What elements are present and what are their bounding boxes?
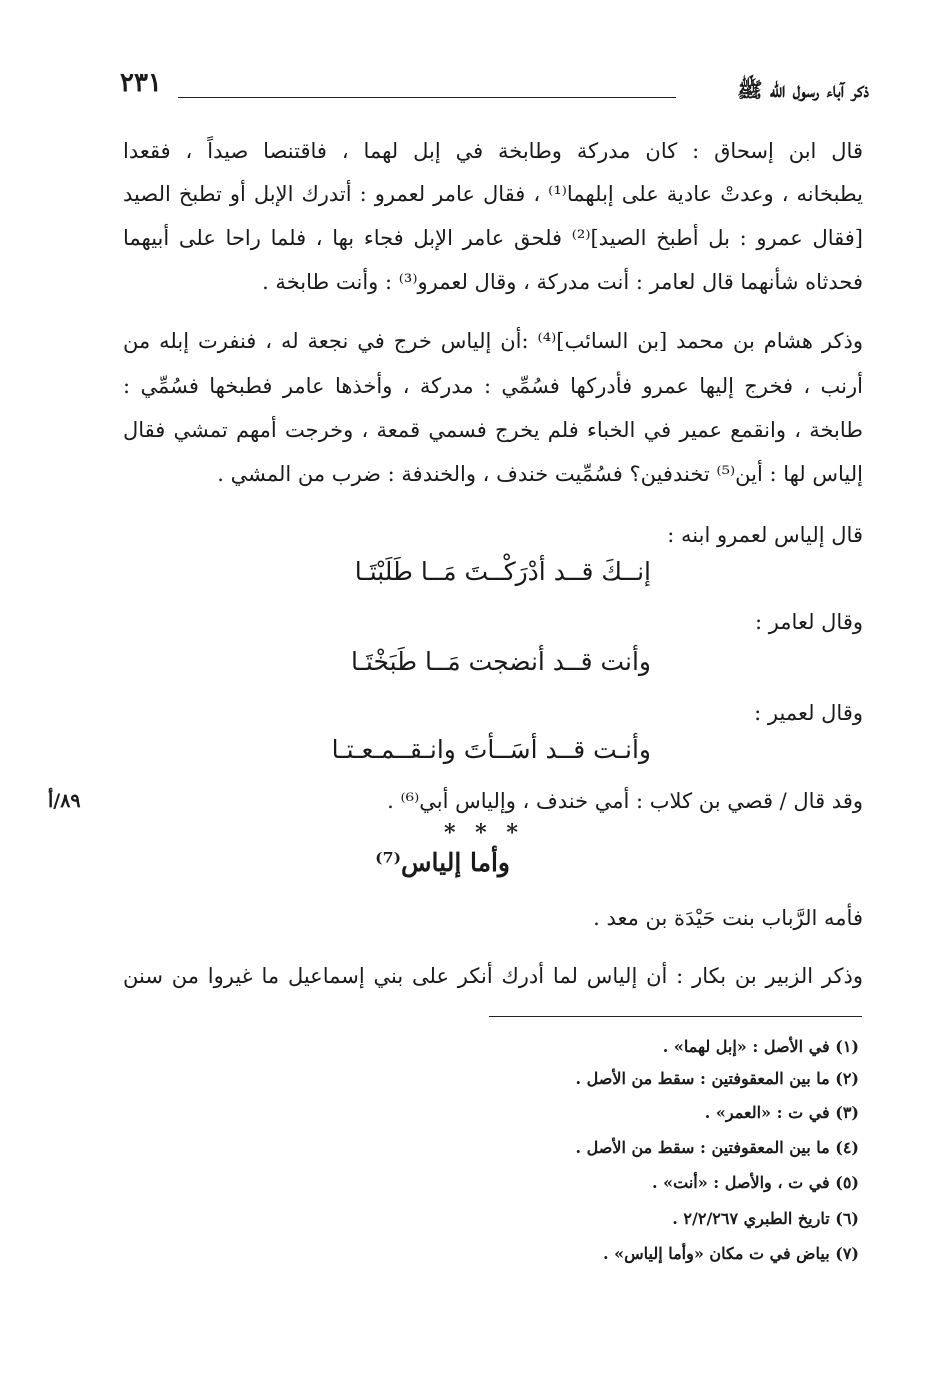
paragraph-zubayr: وذكر الزبير بن بكار : أن إلياس لما أدرك أنكر على بني إسماعيل ما غيروا من سنن	[123, 964, 863, 988]
paragraph-2-line-2: أرنب ، فخرج إليها عمرو فأدركها فسُمِّي : مدركة ، وأخذها عامر فطبخها فسُمِّي :	[123, 374, 863, 398]
paragraph-1-line-1: قال ابن إسحاق : كان مدركة وطابخة في إبل لهما ، فاقتنصا صيداً ، فقعدا	[123, 139, 863, 163]
margin-folio-note: ٨٩/أ	[48, 790, 81, 812]
footnote-5: (٥) في ت ، والأصل : «أنت» .	[651, 1173, 859, 1192]
paragraph-2-line-4: إلياس لها : أين⁽⁵⁾ تخندفين؟ فسُمِّيت خندف ، والخندفة : ضرب من المشي .	[217, 462, 863, 486]
verse-intro-umair: وقال لعمير :	[754, 701, 863, 725]
paragraph-1-line-4: فحدثاه شأنهما قال لعامر : أنت مدركة ، وقال لعمرو⁽³⁾ : وأنت طابخة .	[262, 270, 863, 294]
page-number: ٢٣١	[120, 68, 162, 98]
footnote-3: (٣) في ت : «العمر» .	[704, 1103, 859, 1122]
footnote-1: (١) في الأصل : «إبل لهما» .	[662, 1037, 859, 1056]
verse-line-2: وأنت قــد أنضجت مَــا طَبَخْتَـا	[350, 647, 651, 676]
running-header-title: ذكر آباء رسول الله ﷺ	[737, 77, 869, 102]
paragraph-mother: فأمه الرَّباب بنت حَيْدَة بن معد .	[593, 906, 863, 930]
footnote-rule	[489, 1016, 862, 1017]
paragraph-2-line-3: طابخة ، وانقمع عمير في الخباء فلم يخرج فسمي قمعة ، وخرجت أمهم تمشي فقال	[123, 418, 863, 442]
footnote-2: (٢) ما بين المعقوفتين : سقط من الأصل .	[575, 1069, 859, 1088]
footnote-4: (٤) ما بين المعقوفتين : سقط من الأصل .	[575, 1138, 859, 1157]
verse-line-3: وأنـت قــد أسَــأتَ وانـقــمـعـتـا	[331, 735, 651, 764]
footnote-6: (٦) تاريخ الطبري ٢/٢/٢٦٧ .	[672, 1209, 859, 1228]
paragraph-2-line-1: وذكر هشام بن محمد [بن السائب]⁽⁴⁾ :أن إلياس خرج في نجعة له ، فنفرت إبله من	[123, 329, 864, 353]
verse-line-1: إنــكَ قــد أدْرَكْــتَ مَــا طَلَبْتَـا	[354, 557, 651, 586]
verse-intro-amr: قال إلياس لعمرو ابنه :	[667, 523, 863, 547]
paragraph-1-line-2: يطبخانه ، وعدتْ عادية على إبلهما⁽¹⁾ ، فقال عامر لعمرو : أتدرك الإبل أو تطبخ الصيد	[123, 182, 863, 206]
section-title: وأما إلياس⁽⁷⁾	[375, 848, 510, 877]
paragraph-qusayy: وقد قال / قصي بن كلاب : أمي خندف ، وإلياس أبي⁽⁶⁾ .	[387, 789, 863, 813]
paragraph-1-line-3: [فقال عمرو : بل أطبخ الصيد]⁽²⁾ فلحق عامر الإبل فجاء بها ، فلما راحا على أبيهما	[123, 226, 863, 250]
header-rule	[178, 97, 676, 98]
section-divider-stars: * * *	[444, 820, 524, 846]
footnote-7: (٧) بياض في ت مكان «وأما إلياس» .	[602, 1244, 859, 1263]
verse-intro-amir: وقال لعامر :	[754, 610, 863, 634]
